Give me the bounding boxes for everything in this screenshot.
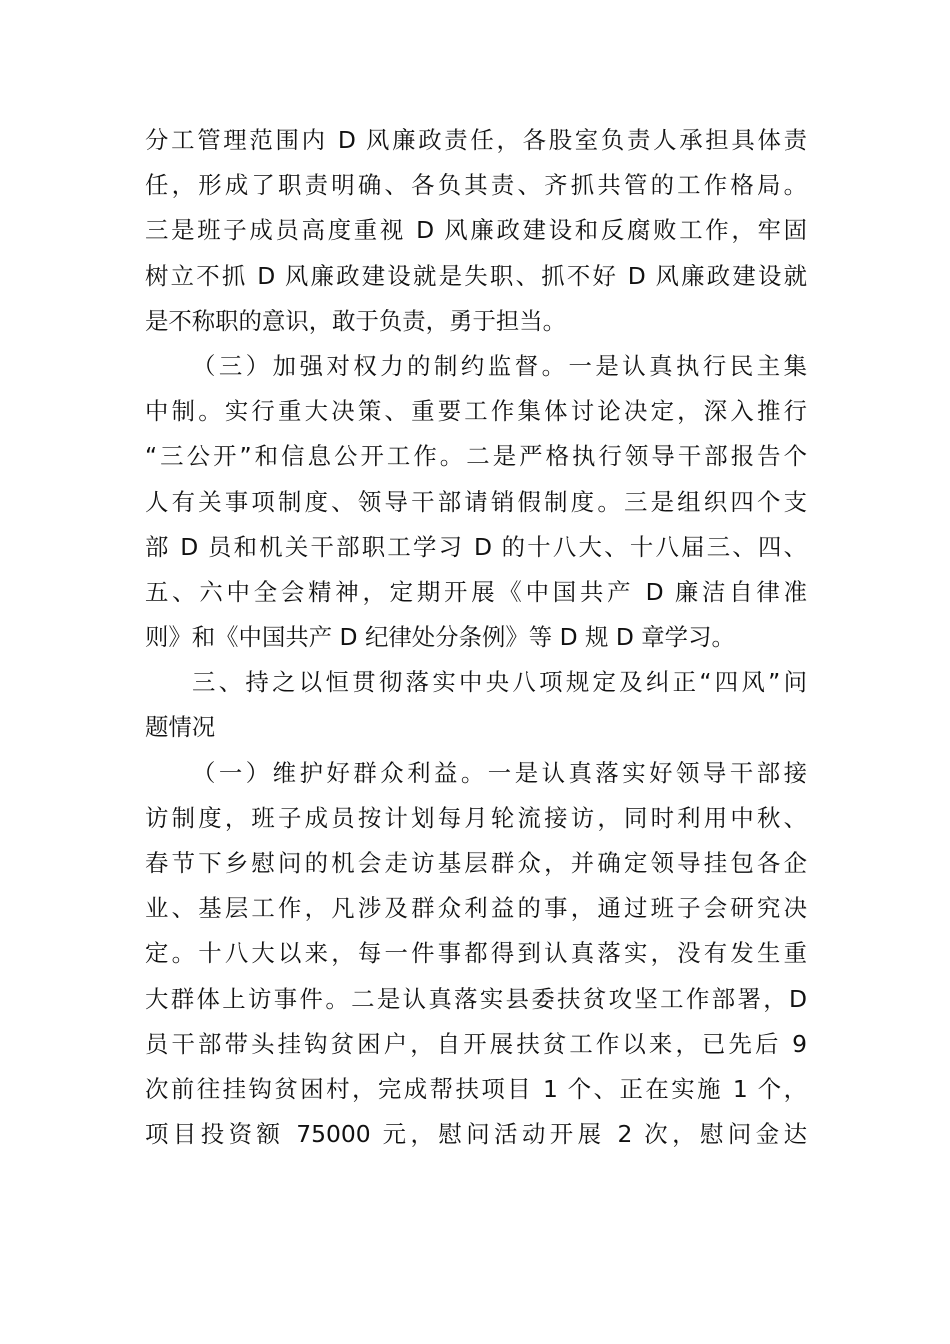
chapter-heading-line: 题情况 (145, 713, 216, 742)
chapter-heading-line: 三、持之以恒贯彻落实中央八项规定及纠正“四风”问 (192, 668, 807, 697)
text-line: 分工管理范围内 D 风廉政责任，各股室负责人承担具体责 (145, 126, 807, 154)
text-line: 次前往挂钩贫困村，完成帮扶项目 1 个、正在实施 1 个， (145, 1074, 807, 1103)
text-line: 员干部带头挂钩贫困户，自开展扶贫工作以来，已先后 9 (145, 1029, 807, 1058)
text-line: 部 D 员和机关干部职工学习 D 的十八大、十八届三、四、 (145, 532, 807, 561)
text-line: 访制度，班子成员按计划每月轮流接访，同时利用中秋、 (145, 803, 807, 832)
text-line: 业、基层工作，凡涉及群众利益的事，通过班子会研究决 (145, 894, 807, 923)
text-line: “三公开”和信息公开工作。二是严格执行领导干部报告个 (145, 442, 807, 471)
text-line: 大群体上访事件。二是认真落实县委扶贫攻坚工作部署，D (145, 984, 807, 1013)
text-line: 是不称职的意识，敢于负责，勇于担当。 (145, 306, 567, 335)
text-line: 五、六中全会精神，定期开展《中国共产 D 廉洁自律准 (145, 577, 807, 606)
text-line: 三是班子成员高度重视 D 风廉政建设和反腐败工作，牢固 (145, 216, 807, 245)
text-line: 项目投资额 75000 元，慰问活动开展 2 次，慰问金达 (145, 1120, 807, 1149)
section-heading-line: （一）维护好群众利益。一是认真落实好领导干部接 (192, 758, 807, 787)
text-line: 春节下乡慰问的机会走访基层群众，并确定领导挂包各企 (145, 849, 807, 877)
text-line: 树立不抓 D 风廉政建设就是失职、抓不好 D 风廉政建设就 (145, 261, 807, 290)
text-line: 任，形成了职责明确、各负其责、齐抓共管的工作格局。 (145, 171, 807, 200)
text-line: 则》和《中国共产 D 纪律处分条例》等 D 规 D 章学习。 (145, 623, 735, 652)
text-line: 中制。实行重大决策、重要工作集体讨论决定，深入推行 (145, 397, 807, 426)
text-line: 人有关事项制度、领导干部请销假制度。三是组织四个支 (145, 487, 807, 516)
document-body (145, 118, 807, 1157)
section-heading-line: （三）加强对权力的制约监督。一是认真执行民主集 (192, 351, 807, 380)
text-line: 定。十八大以来，每一件事都得到认真落实，没有发生重 (145, 939, 807, 968)
